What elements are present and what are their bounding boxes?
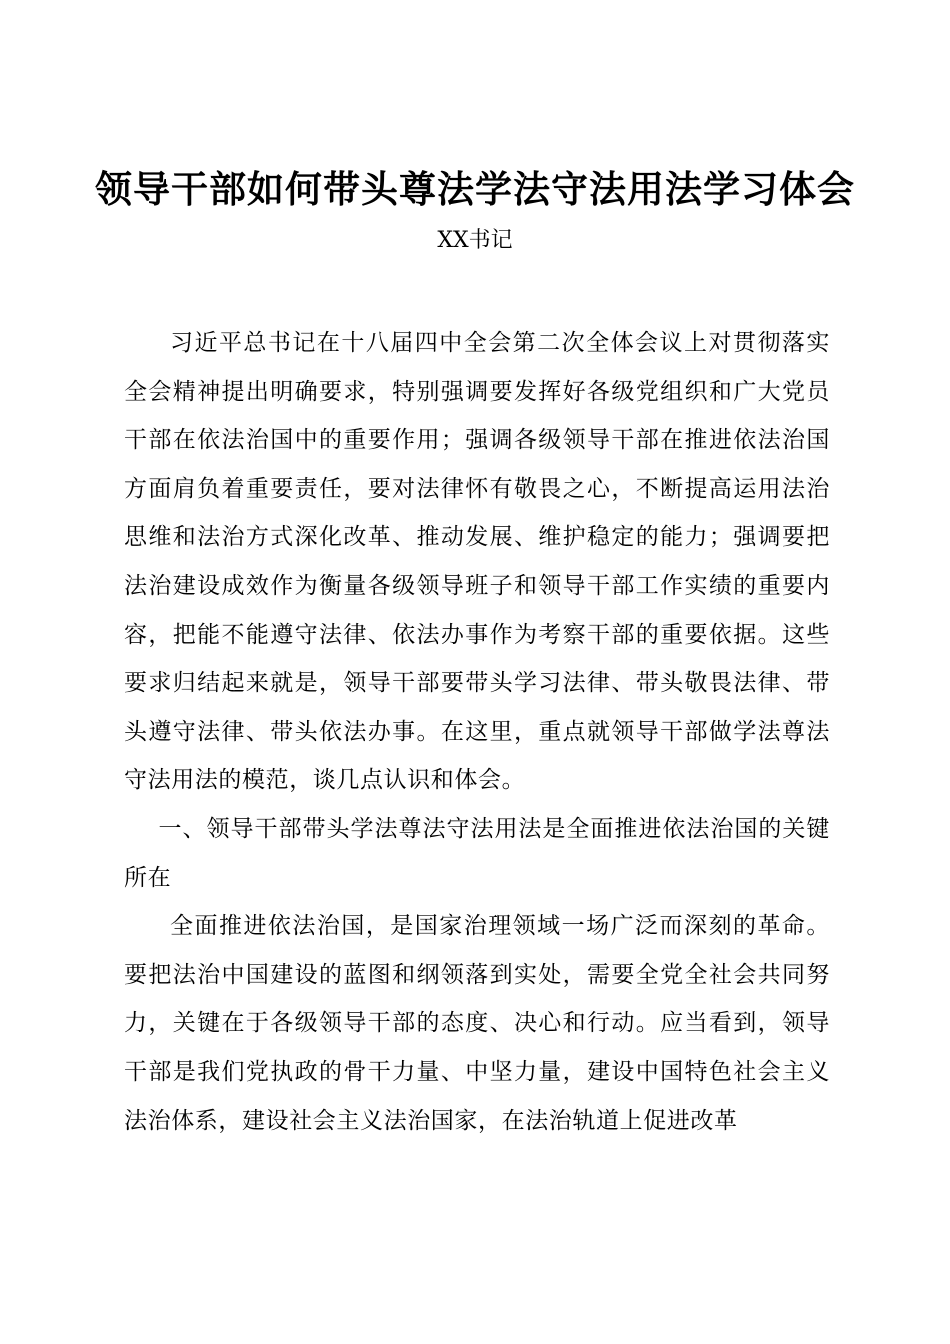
body-paragraph: 全面推进依法治国，是国家治理领域一场广泛而深刻的革命。要把法治中国建设的蓝图和纲领落到实处，需要全党全社会共同努力，关键在于各级领导干部的态度、决心和行动。应当看到，领导干部是我们党执政的骨干力量、中坚力量，建设中国特色社会主义法治体系，建设社会主义法治国家，在法治轨道上促进改革 <box>124 913 830 1134</box>
document-body <box>124 319 830 1145</box>
section-heading: 一、领导干部带头学法尊法守法用法是全面推进依法治国的关键所在 <box>124 815 830 891</box>
document-title: 领导干部如何带头尊法学法守法用法学习体会 <box>95 167 855 211</box>
body-paragraph: 习近平总书记在十八届四中全会第二次全体会议上对贯彻落实全会精神提出明确要求，特别强调要发挥好各级党组织和广大党员干部在依法治国中的重要作用；强调各级领导干部在推进依法治国方面肩负着重要责任，要对法律怀有敬畏之心，不断提高运用法治思维和法治方式深化改革、推动发展、维护稳定的能力；强调要把法治建设成效作为衡量各级领导班子和领导干部工作实绩的重要内容，把能不能遵守法律、依法办事作为考察干部的重要依据。这些要求归结起来就是，领导干部要带头学习法律、带头敬畏法律、带头遵守法律、带头依法办事。在这里，重点就领导干部做学法尊法守法用法的模范，谈几点认识和体会。 <box>124 330 830 794</box>
document-author: XX书记 <box>437 228 513 253</box>
